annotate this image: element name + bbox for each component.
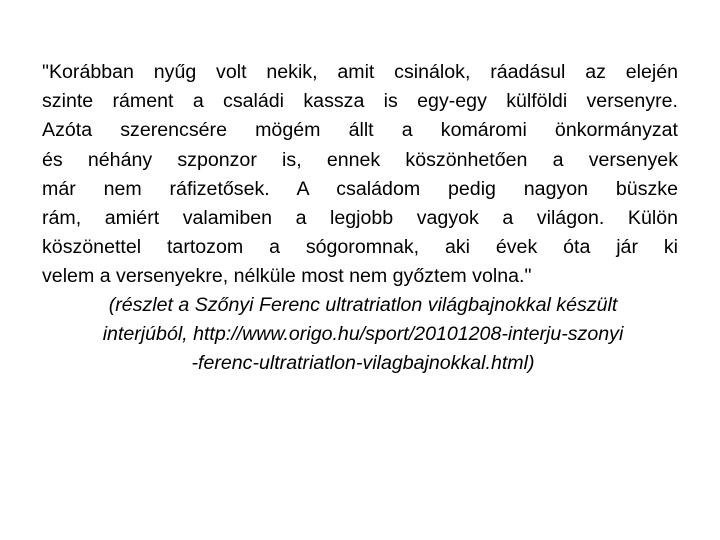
source-caption <box>40 291 686 379</box>
caption-line: -ferenc-ultratriatlon-vilagbajnokkal.html) <box>191 352 535 375</box>
quote-paragraph <box>42 58 678 292</box>
quote-line: velem a versenyekre, nélküle most nem győztem volna." <box>42 265 532 288</box>
quote-line: szinte ráment a családi kassza is egy-egy külföldi versenyre. <box>42 90 678 113</box>
caption-line: (részlet a Szőnyi Ferenc ultratriatlon világbajnokkal készült <box>108 294 618 316</box>
quote-line: köszönettel tartozom a sógoromnak, aki évek óta jár ki <box>42 236 678 259</box>
quote-line: Azóta szerencsére mögém állt a komáromi önkormányzat <box>42 119 678 142</box>
quote-line: rám, amiért valamiben a legjobb vagyok a világon. Külön <box>42 207 678 230</box>
caption-line: interjúból, http://www.origo.hu/sport/20101208-interju-szonyi <box>102 323 624 346</box>
quote-line: "Korábban nyűg volt nekik, amit csinálok, ráadásul az elején <box>42 61 678 83</box>
quote-line: már nem ráfizetősek. A családom pedig nagyon büszke <box>42 177 678 200</box>
quote-line: és néhány szponzor is, ennek köszönhetően a versenyek <box>42 148 678 171</box>
